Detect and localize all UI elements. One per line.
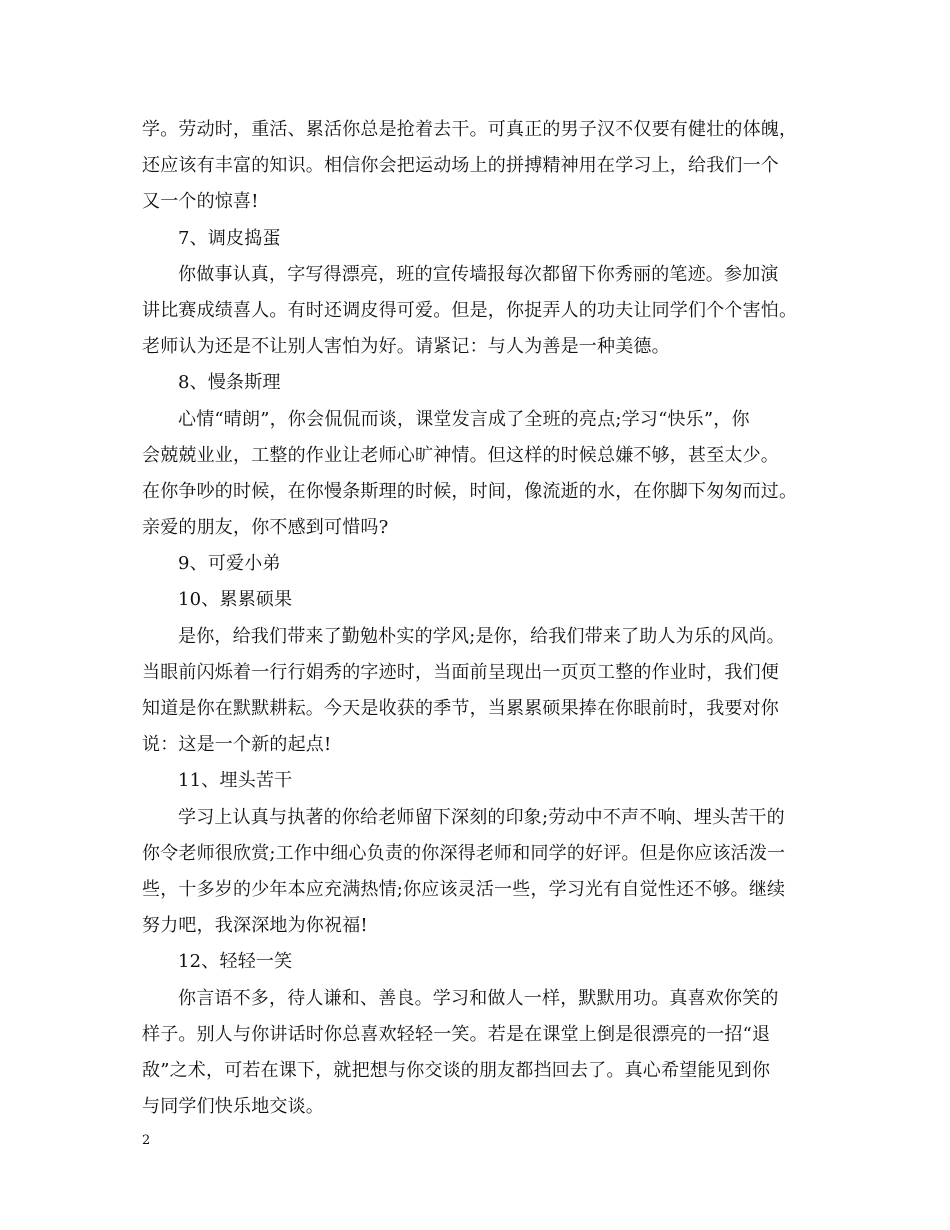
text-line: 学。劳动时，重活、累活你总是抢着去干。可真正的男子汉不仅要有健壮的体魄， bbox=[142, 119, 798, 140]
text-line: 你言语不多，待人谦和、善良。学习和做人一样，默默用功。真喜欢你笑的 bbox=[178, 987, 779, 1009]
text-line: 是你，给我们带来了勤勉朴实的学风;是你，给我们带来了助人为乐的风尚。 bbox=[178, 625, 785, 647]
document-body bbox=[142, 112, 822, 1125]
text-line: 你令老师很欣赏;工作中细心负责的你深得老师和同学的好评。但是你应该活泼一 bbox=[142, 842, 786, 864]
section-heading: 9、可爱小弟 bbox=[178, 553, 281, 575]
section-heading: 8、慢条斯理 bbox=[178, 372, 281, 394]
text-line: 学习上认真与执著的你给老师留下深刻的印象;劳动中不声不响、埋头苦干的 bbox=[178, 806, 785, 828]
text-line: 你做事认真，字写得漂亮，班的宣传墙报每次都留下你秀丽的笔迹。参加演 bbox=[178, 263, 779, 285]
text-line: 还应该有丰富的知识。相信你会把运动场上的拼搏精神用在学习上，给我们一个 bbox=[142, 155, 779, 177]
text-line: 当眼前闪烁着一行行娟秀的字迹时，当面前呈现出一页页工整的作业时，我们便 bbox=[142, 661, 779, 683]
text-line: 会兢兢业业，工整的作业让老师心旷神情。但这样的时候总嫌不够，甚至太少。 bbox=[142, 444, 779, 466]
text-line: 老师认为还是不让别人害怕为好。请紧记：与人为善是一种美德。 bbox=[142, 336, 670, 358]
text-line: 又一个的惊喜! bbox=[142, 191, 259, 213]
text-line: 敌”之术，可若在课下，就把想与你交谈的朋友都挡回去了。真心希望能见到你 bbox=[142, 1059, 771, 1081]
section-heading: 12、轻轻一笑 bbox=[178, 951, 293, 973]
text-line: 在你争吵的时候，在你慢条斯理的时候，时间，像流逝的水，在你脚下匆匆而过。 bbox=[142, 480, 798, 502]
text-line: 亲爱的朋友，你不感到可惜吗? bbox=[142, 517, 389, 539]
text-line: 知道是你在默默耕耘。今天是收获的季节，当累累硕果捧在你眼前时，我要对你 bbox=[142, 698, 779, 719]
section-heading: 11、埋头苦干 bbox=[178, 770, 293, 792]
text-line: 努力吧，我深深地为你祝福! bbox=[142, 915, 368, 937]
text-line: 与同学们快乐地交谈。 bbox=[142, 1096, 324, 1118]
page-number: 2 bbox=[142, 1133, 151, 1148]
text-line: 说：这是一个新的起点! bbox=[142, 734, 332, 756]
text-line: 讲比赛成绩喜人。有时还调皮得可爱。但是，你捉弄人的功夫让同学们个个害怕。 bbox=[142, 299, 798, 321]
section-heading: 10、累累硕果 bbox=[178, 589, 293, 611]
text-line: 样子。别人与你讲话时你总喜欢轻轻一笑。若是在课堂上倒是很漂亮的一招“退 bbox=[142, 1023, 771, 1045]
text-line: 些，十多岁的少年本应充满热情;你应该灵活一些，学习光有自觉性还不够。继续 bbox=[142, 878, 786, 900]
section-heading: 7、调皮捣蛋 bbox=[178, 227, 281, 249]
text-line: 心情“晴朗”，你会侃侃而谈，课堂发言成了全班的亮点;学习“快乐”，你 bbox=[178, 408, 750, 430]
